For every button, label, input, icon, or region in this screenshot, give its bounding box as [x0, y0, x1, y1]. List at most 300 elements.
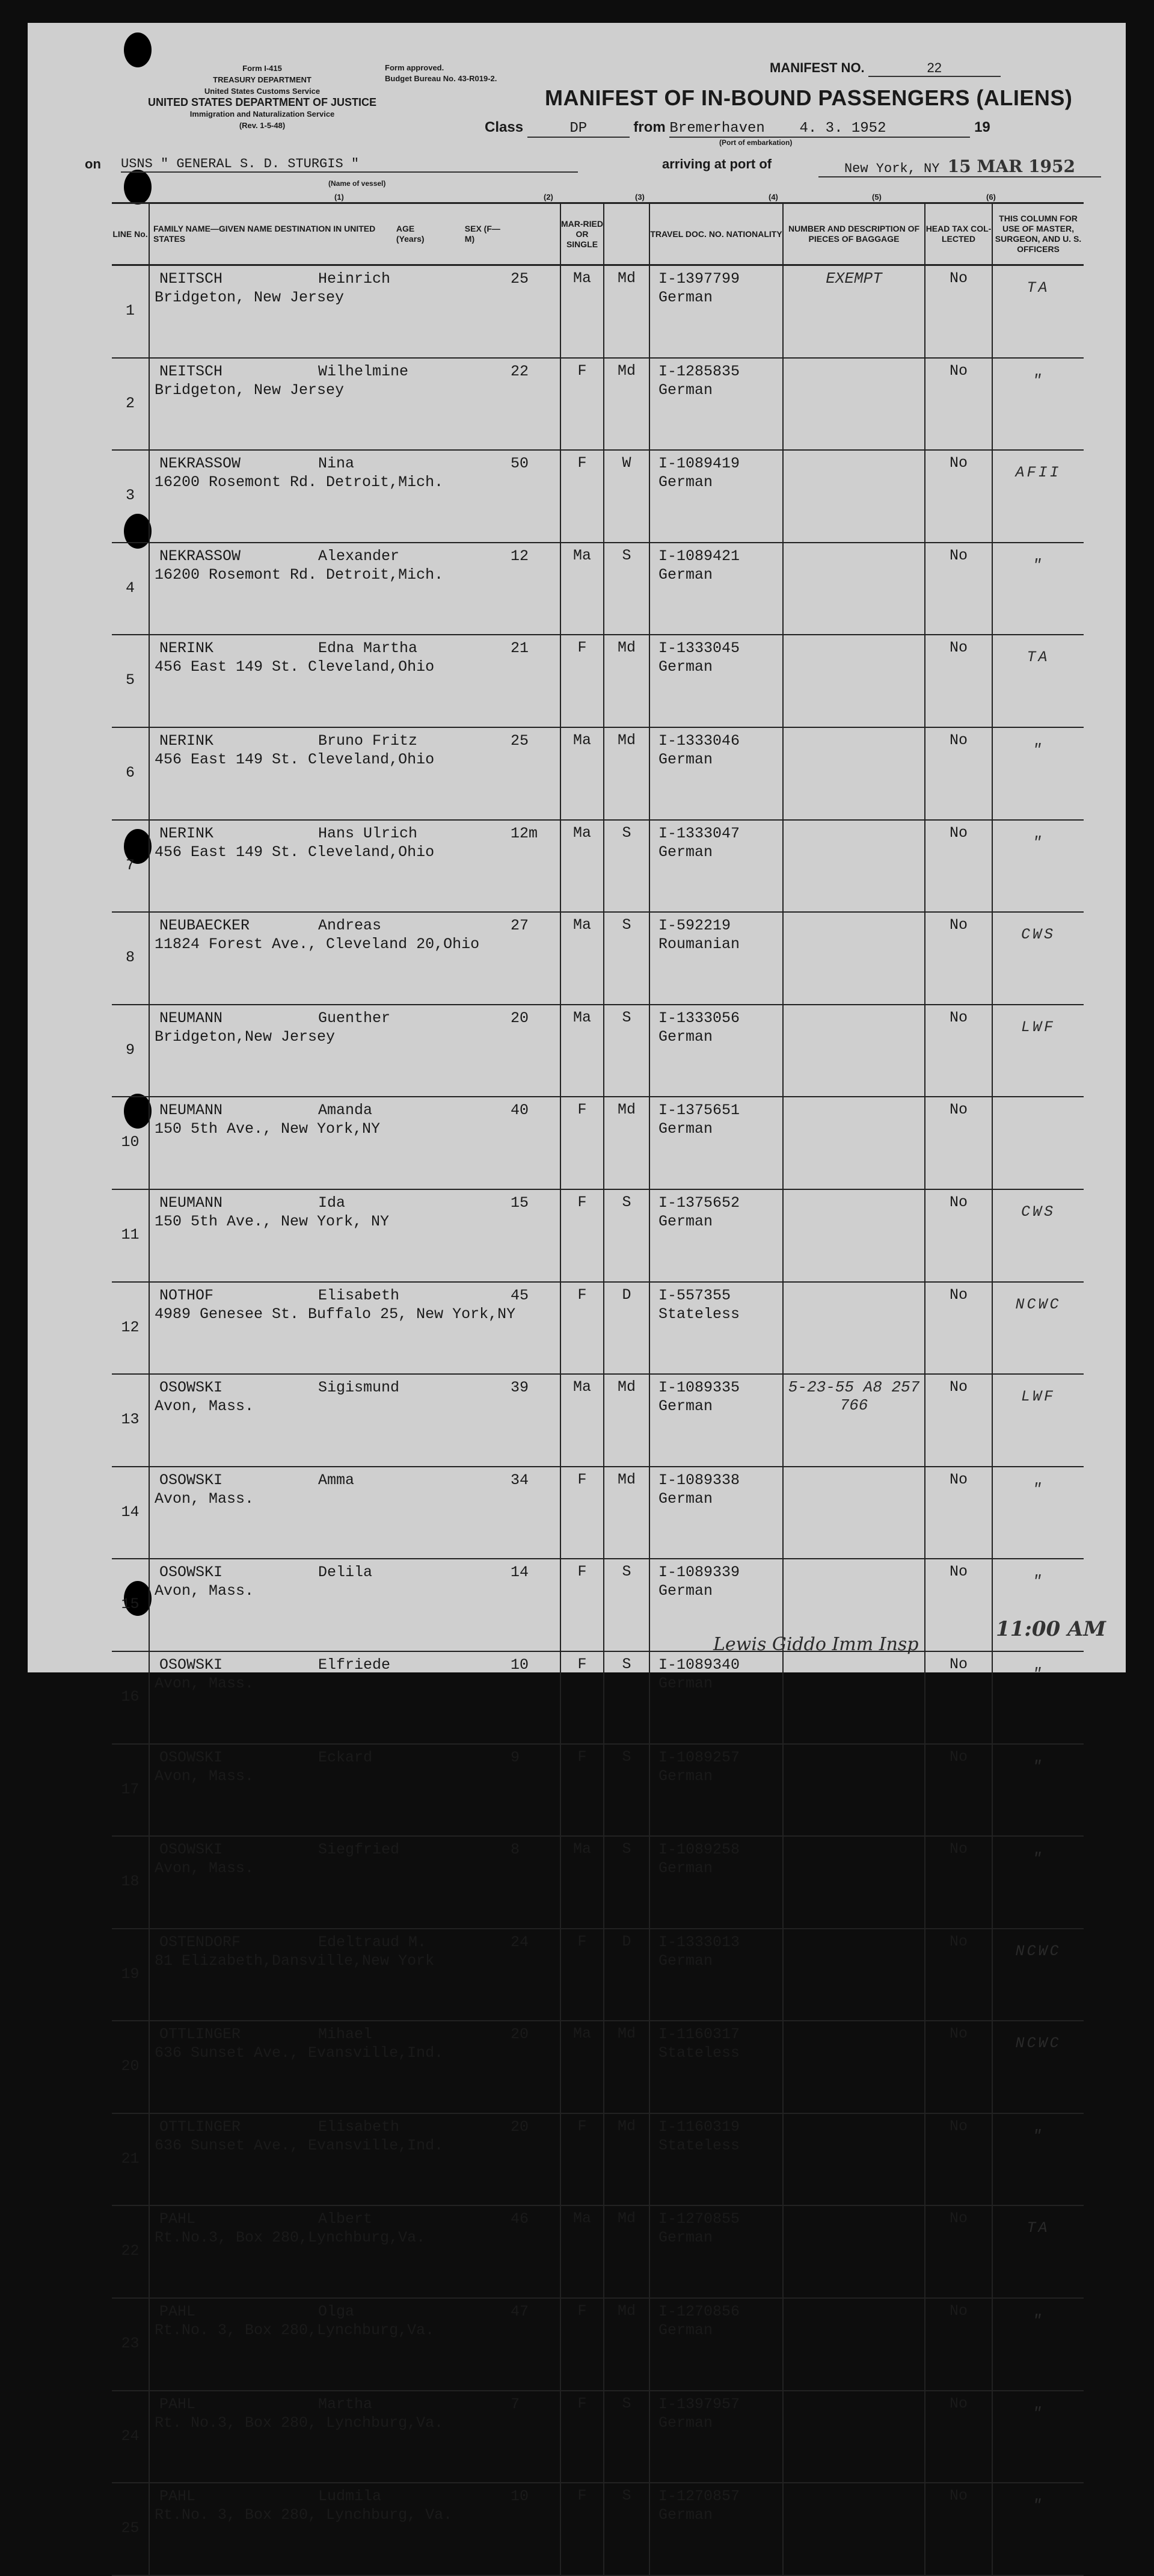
ins-label: Immigration and Naturalization Service	[189, 109, 335, 119]
sex: F	[560, 2391, 604, 2483]
travel-doc-number: I-1333056	[658, 1009, 740, 1027]
family-name: OSOWSKI	[159, 1379, 223, 1397]
vessel-line	[85, 156, 1095, 176]
travel-doc-number: I-1089421	[658, 547, 740, 565]
baggage	[783, 2021, 925, 2113]
line-number: 24	[112, 2391, 149, 2483]
given-name: Nina	[318, 455, 355, 473]
baggage: EXEMPT	[783, 265, 925, 358]
family-name: NEUMANN	[159, 1009, 223, 1027]
age: 50	[511, 455, 529, 473]
travel-doc-number: I-557355	[658, 1286, 731, 1304]
given-name: Amanda	[318, 1102, 373, 1120]
baggage	[783, 1836, 925, 1929]
head-tax: No	[925, 2205, 992, 2298]
officer-notation: "	[992, 1836, 1084, 1929]
baggage	[783, 1097, 925, 1189]
col-header-married: MAR-RIED OR SINGLE	[560, 203, 604, 265]
form-approved-note	[385, 63, 497, 84]
travel-doc-number: I-1270857	[658, 2488, 740, 2506]
name-destination-cell	[149, 358, 560, 451]
travel-doc-number: I-1333046	[658, 732, 740, 750]
travel-doc-cell	[649, 912, 783, 1005]
family-name: NOTHOF	[159, 1286, 214, 1304]
head-tax: No	[925, 1097, 992, 1189]
travel-doc-cell	[649, 1005, 783, 1097]
travel-doc-number: I-1089419	[658, 455, 740, 473]
line-number: 7	[112, 820, 149, 913]
col-header-baggage: NUMBER AND DESCRIPTION OF PIECES OF BAGGAGE	[783, 203, 925, 265]
nationality: German	[658, 1582, 713, 1600]
line-number: 9	[112, 1005, 149, 1097]
line-number: 6	[112, 727, 149, 820]
age: 25	[511, 270, 529, 288]
name-destination-cell	[149, 635, 560, 727]
head-tax: No	[925, 635, 992, 727]
given-name: Martha	[318, 2395, 373, 2413]
line-number: 5	[112, 635, 149, 727]
nationality: German	[658, 2322, 713, 2340]
given-name: Edna Martha	[318, 639, 418, 658]
revision-label: (Rev. 1-5-48)	[239, 121, 286, 130]
officer-notation: "	[992, 1559, 1084, 1651]
baggage	[783, 2391, 925, 2483]
head-tax: No	[925, 2113, 992, 2206]
age: 15	[511, 1194, 529, 1212]
col-header-doc: TRAVEL DOC. NO. NATIONALITY	[649, 203, 783, 265]
baggage	[783, 1651, 925, 1744]
age: 9	[511, 1748, 520, 1766]
travel-doc-number: I-1375652	[658, 1194, 740, 1212]
sex: F	[560, 2113, 604, 2206]
given-name: Elfriede	[318, 1656, 391, 1674]
line-number: 23	[112, 2298, 149, 2391]
nationality: German	[658, 750, 713, 768]
family-name: OSOWSKI	[159, 1564, 223, 1582]
name-destination-cell	[149, 543, 560, 635]
marital-status: Md	[604, 2113, 649, 2206]
baggage	[783, 543, 925, 635]
table-row	[112, 1467, 1084, 1559]
table-row	[112, 1374, 1084, 1467]
line-number: 13	[112, 1374, 149, 1467]
baggage	[783, 727, 925, 820]
sex: F	[560, 1744, 604, 1837]
table-row	[112, 635, 1084, 727]
given-name: Hans Ulrich	[318, 824, 418, 842]
destination: 81 Elizabeth,Dansville,New York	[155, 1952, 435, 1970]
table-row	[112, 1189, 1084, 1282]
age: 39	[511, 1379, 529, 1397]
travel-doc-cell	[649, 2298, 783, 2391]
nationality: German	[658, 381, 713, 399]
table-row	[112, 450, 1084, 543]
destination: 150 5th Ave., New York, NY	[155, 1212, 390, 1230]
travel-doc-cell	[649, 265, 783, 358]
sex: F	[560, 635, 604, 727]
travel-doc-cell	[649, 2205, 783, 2298]
name-destination-cell	[149, 2483, 560, 2575]
travel-doc-cell	[649, 2021, 783, 2113]
given-name: Elisabeth	[318, 2118, 400, 2136]
baggage	[783, 1282, 925, 1375]
class-line	[485, 119, 990, 138]
destination: Avon, Mass.	[155, 1397, 254, 1416]
destination: Avon, Mass.	[155, 1490, 254, 1508]
nationality: German	[658, 1120, 713, 1138]
sex: F	[560, 1929, 604, 2021]
officer-notation: TA	[992, 265, 1084, 358]
marital-status: Md	[604, 2205, 649, 2298]
family-name: PAHL	[159, 2395, 196, 2413]
line-number: 10	[112, 1097, 149, 1189]
travel-doc-cell	[649, 358, 783, 451]
travel-doc-cell	[649, 543, 783, 635]
destination: Rt.No. 3, Box 280,Lynchburg,Va.	[155, 2322, 435, 2340]
port-caption: (Port of embarkation)	[719, 138, 793, 147]
given-name: Elisabeth	[318, 1286, 400, 1304]
given-name: Andreas	[318, 917, 382, 935]
travel-doc-number: I-1089340	[658, 1656, 740, 1674]
travel-doc-number: I-592219	[658, 917, 731, 935]
family-name: NEKRASSOW	[159, 455, 241, 473]
travel-doc-number: I-1270855	[658, 2210, 740, 2228]
sex: Ma	[560, 727, 604, 820]
destination: 11824 Forest Ave., Cleveland 20,Ohio	[155, 935, 480, 954]
sex: Ma	[560, 912, 604, 1005]
agency-header	[106, 63, 419, 131]
table-row	[112, 1559, 1084, 1651]
officer-notation: "	[992, 358, 1084, 451]
baggage	[783, 912, 925, 1005]
travel-doc-cell	[649, 2391, 783, 2483]
family-name: OSOWSKI	[159, 1656, 223, 1674]
nationality: German	[658, 565, 713, 584]
line-number: 14	[112, 1467, 149, 1559]
head-tax: No	[925, 1467, 992, 1559]
travel-doc-number: I-1089257	[658, 1748, 740, 1766]
destination: 16200 Rosemont Rd. Detroit,Mich.	[155, 565, 444, 584]
officer-notation: "	[992, 1744, 1084, 1837]
nationality: German	[658, 289, 713, 306]
marital-status: S	[604, 1651, 649, 1744]
travel-doc-cell	[649, 1744, 783, 1837]
travel-doc-cell	[649, 1929, 783, 2021]
treasury-label: TREASURY DEPARTMENT	[213, 75, 312, 84]
col-header-age: AGE (Years)	[396, 224, 425, 244]
justice-label: UNITED STATES DEPARTMENT OF JUSTICE	[147, 96, 376, 108]
column-number: (1)	[334, 193, 344, 202]
embarkation-date: 4. 3. 1952	[799, 120, 886, 137]
line-number: 21	[112, 2113, 149, 2206]
marital-status: Md	[604, 358, 649, 451]
sex: F	[560, 1097, 604, 1189]
officer-notation: "	[992, 1467, 1084, 1559]
class-label: Class	[485, 119, 524, 135]
given-name: Delila	[318, 1564, 373, 1582]
line-number: 22	[112, 2205, 149, 2298]
arrival-value	[818, 156, 1101, 177]
age: 12m	[511, 824, 538, 842]
col-header-tax: HEAD TAX COL-LECTED	[925, 203, 992, 265]
sex: Ma	[560, 2021, 604, 2113]
col-header-officers: THIS COLUMN FOR USE OF MASTER, SURGEON, AND U. S. OFFICERS	[992, 203, 1084, 265]
destination: Rt. No.3, Box 280, Lynchburg,Va.	[155, 2414, 444, 2432]
age: 10	[511, 1656, 529, 1674]
sex: Ma	[560, 1005, 604, 1097]
destination: 456 East 149 St. Cleveland,Ohio	[155, 750, 435, 768]
table-row	[112, 2483, 1084, 2575]
sex: F	[560, 1189, 604, 1282]
sex: F	[560, 1559, 604, 1651]
travel-doc-cell	[649, 1189, 783, 1282]
name-destination-cell	[149, 1282, 560, 1375]
name-destination-cell	[149, 265, 560, 358]
baggage	[783, 2205, 925, 2298]
officer-notation: NCWC	[992, 1282, 1084, 1375]
name-destination-cell	[149, 1005, 560, 1097]
nationality: German	[658, 1212, 713, 1230]
age: 22	[511, 362, 529, 380]
age: 20	[511, 2026, 529, 2044]
marital-status: S	[604, 2391, 649, 2483]
table-row	[112, 2021, 1084, 2113]
sex: F	[560, 1467, 604, 1559]
destination: Bridgeton, New Jersey	[155, 381, 345, 399]
officer-notation: "	[992, 727, 1084, 820]
budget-bureau-label: Budget Bureau No. 43-R019-2.	[385, 74, 497, 83]
given-name: Eckard	[318, 1748, 373, 1766]
year-suffix: 19	[974, 119, 990, 135]
table-row	[112, 2205, 1084, 2298]
travel-doc-cell	[649, 2113, 783, 2206]
travel-doc-cell	[649, 727, 783, 820]
line-number: 17	[112, 1744, 149, 1837]
baggage	[783, 2298, 925, 2391]
sex: F	[560, 450, 604, 543]
officer-notation: AFII	[992, 450, 1084, 543]
line-number: 18	[112, 1836, 149, 1929]
name-destination-cell	[149, 2391, 560, 2483]
officer-notation: CWS	[992, 1189, 1084, 1282]
officer-notation: LWF	[992, 1374, 1084, 1467]
destination: 4989 Genesee St. Buffalo 25, New York,NY	[155, 1305, 516, 1323]
family-name: OSOWSKI	[159, 1748, 223, 1766]
col-header-line: LINE No.	[112, 203, 149, 265]
name-destination-cell	[149, 2113, 560, 2206]
given-name: Guenther	[318, 1009, 391, 1027]
sex: Ma	[560, 1836, 604, 1929]
col-header-name	[149, 203, 560, 265]
given-name: Olga	[318, 2303, 355, 2321]
from-label: from	[633, 119, 666, 135]
line-number: 2	[112, 358, 149, 451]
head-tax: No	[925, 2298, 992, 2391]
travel-doc-cell	[649, 1374, 783, 1467]
marital-status: S	[604, 1005, 649, 1097]
col-header-blank	[604, 203, 649, 265]
sex: Ma	[560, 1374, 604, 1467]
given-name: Mihael	[318, 2026, 373, 2044]
nationality: German	[658, 1952, 713, 1970]
nationality: Stateless	[658, 2044, 740, 2062]
nationality: German	[658, 1674, 713, 1692]
table-row	[112, 1282, 1084, 1375]
age: 46	[511, 2210, 529, 2228]
given-name: Bruno Fritz	[318, 732, 418, 750]
sex: F	[560, 2298, 604, 2391]
baggage	[783, 820, 925, 913]
age: 24	[511, 1933, 529, 1951]
name-destination-cell	[149, 820, 560, 913]
officer-notation	[992, 1097, 1084, 1189]
nationality: German	[658, 1490, 713, 1508]
marital-status: S	[604, 1559, 649, 1651]
nationality: German	[658, 658, 713, 676]
age: 25	[511, 732, 529, 750]
travel-doc-number: I-1089258	[658, 1841, 740, 1859]
age: 14	[511, 1564, 529, 1582]
column-number: (3)	[635, 193, 645, 202]
col-header-name-label: FAMILY NAME—GIVEN NAME DESTINATION IN UNITED STATES	[153, 224, 376, 244]
column-number: (5)	[872, 193, 882, 202]
line-number: 15	[112, 1559, 149, 1651]
destination: 456 East 149 St. Cleveland,Ohio	[155, 843, 435, 861]
table-row	[112, 265, 1084, 358]
given-name: Heinrich	[318, 270, 391, 288]
travel-doc-number: I-1089339	[658, 1564, 740, 1582]
head-tax: No	[925, 912, 992, 1005]
age: 47	[511, 2303, 529, 2321]
sex: F	[560, 1651, 604, 1744]
table-row	[112, 1744, 1084, 1837]
given-name: Ludmila	[318, 2488, 382, 2506]
sex: F	[560, 1282, 604, 1375]
line-number: 3	[112, 450, 149, 543]
destination: Avon, Mass.	[155, 1860, 254, 1878]
sex: Ma	[560, 543, 604, 635]
marital-status: S	[604, 1836, 649, 1929]
nationality: German	[658, 473, 713, 491]
travel-doc-cell	[649, 1467, 783, 1559]
line-number: 19	[112, 1929, 149, 2021]
on-label: on	[85, 156, 101, 171]
name-destination-cell	[149, 2021, 560, 2113]
destination: Bridgeton,New Jersey	[155, 1028, 336, 1046]
vessel-caption: (Name of vessel)	[328, 179, 386, 188]
column-number: (6)	[986, 193, 996, 202]
line-number: 25	[112, 2483, 149, 2575]
marital-status: Md	[604, 2021, 649, 2113]
name-destination-cell	[149, 1374, 560, 1467]
officer-notation: "	[992, 543, 1084, 635]
marital-status: Md	[604, 2298, 649, 2391]
nationality: German	[658, 1028, 713, 1046]
col-header-sex: SEX (F—M)	[464, 224, 500, 244]
line-number: 20	[112, 2021, 149, 2113]
line-number: 12	[112, 1282, 149, 1375]
marital-status: D	[604, 1929, 649, 2021]
head-tax: No	[925, 1744, 992, 1837]
line-number: 11	[112, 1189, 149, 1282]
marital-status: Md	[604, 1097, 649, 1189]
sex: F	[560, 358, 604, 451]
marital-status: S	[604, 820, 649, 913]
travel-doc-number: I-1285835	[658, 362, 740, 380]
name-destination-cell	[149, 450, 560, 543]
head-tax: No	[925, 450, 992, 543]
marital-status: W	[604, 450, 649, 543]
given-name: Amma	[318, 1471, 355, 1489]
baggage	[783, 2483, 925, 2575]
name-destination-cell	[149, 2298, 560, 2391]
manifest-sheet	[28, 23, 1126, 2537]
family-name: OSTENDORF	[159, 1933, 241, 1951]
marital-status: Md	[604, 635, 649, 727]
name-destination-cell	[149, 1744, 560, 1837]
family-name: NERINK	[159, 639, 214, 658]
destination: 636 Sunset Ave., Evansville,Ind.	[155, 2044, 444, 2062]
head-tax: No	[925, 1189, 992, 1282]
destination: 150 5th Ave., New York,NY	[155, 1120, 381, 1138]
marital-status: Md	[604, 1467, 649, 1559]
table-row	[112, 1929, 1084, 2021]
given-name: Sigismund	[318, 1379, 400, 1397]
age: 45	[511, 1286, 529, 1304]
officer-notation: NCWC	[992, 2021, 1084, 2113]
name-destination-cell	[149, 2205, 560, 2298]
age: 12	[511, 547, 529, 565]
family-name: NEUBAECKER	[159, 917, 250, 935]
nationality: Stateless	[658, 1305, 740, 1323]
manifest-no-label: MANIFEST NO.	[770, 60, 865, 75]
nationality: German	[658, 1397, 713, 1416]
name-destination-cell	[149, 912, 560, 1005]
travel-doc-cell	[649, 820, 783, 913]
officer-notation: TA	[992, 635, 1084, 727]
sex: Ma	[560, 265, 604, 358]
destination: 636 Sunset Ave., Evansville,Ind.	[155, 2136, 444, 2154]
embarkation-port: Bremerhaven	[669, 120, 765, 137]
inspector-signature: Lewis Giddo Imm Insp	[713, 1634, 919, 1655]
name-destination-cell	[149, 727, 560, 820]
given-name: Wilhelmine	[318, 362, 409, 380]
name-destination-cell	[149, 1651, 560, 1744]
travel-doc-cell	[649, 1097, 783, 1189]
head-tax: No	[925, 1836, 992, 1929]
travel-doc-number: I-1397799	[658, 270, 740, 288]
marital-status: S	[604, 912, 649, 1005]
nationality: German	[658, 2229, 713, 2247]
head-tax: No	[925, 2391, 992, 2483]
travel-doc-number: I-1089335	[658, 1379, 740, 1397]
arriving-label: arriving at port of	[662, 156, 772, 171]
nationality: German	[658, 2414, 713, 2432]
baggage	[783, 635, 925, 727]
head-tax: No	[925, 1282, 992, 1375]
table-row	[112, 2298, 1084, 2391]
travel-doc-number: I-1333045	[658, 639, 740, 658]
line-number: 8	[112, 912, 149, 1005]
age: 8	[511, 1841, 520, 1859]
name-destination-cell	[149, 1189, 560, 1282]
page-title: MANIFEST OF IN-BOUND PASSENGERS (ALIENS)	[545, 85, 1073, 110]
head-tax: No	[925, 358, 992, 451]
family-name: NEUMANN	[159, 1102, 223, 1120]
table-row	[112, 1005, 1084, 1097]
travel-doc-cell	[649, 2483, 783, 2575]
table-row	[112, 1097, 1084, 1189]
